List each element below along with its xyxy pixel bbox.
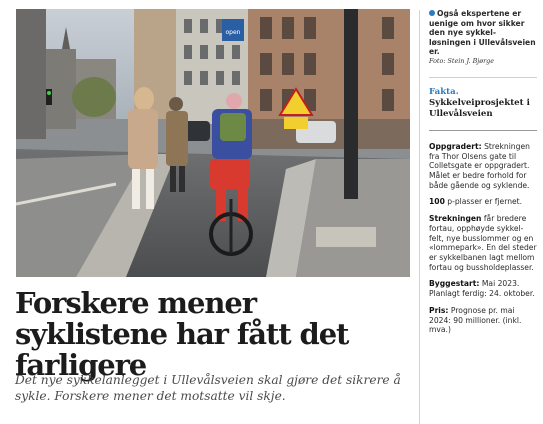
fact-item [429, 279, 537, 298]
fact-text: Strekningen fra Thor Olsens gate til Colletsgate er oppgradert. Målet er bedre forhold for både gående og syklende. [429, 141, 530, 190]
fact-text: p-plasser er fjernet. [447, 197, 523, 207]
fact-label: 100 [429, 197, 445, 207]
sign-plate [284, 117, 308, 129]
fact-item [429, 197, 537, 207]
column-divider [419, 10, 420, 424]
caption-dot-icon [429, 10, 435, 16]
fact-item [429, 142, 537, 191]
fact-item [429, 214, 537, 272]
fact-text: Mai 2023. Planlagt ferdig: 24. oktober. [429, 279, 535, 299]
fact-text: får bredere fortau, opphøyde sykkel-felt, nye busslommer og en «lommepark». En del steder er sykkelbanen lagt mellom fortau og bussholdeplasser. [429, 214, 537, 272]
bus-stop-sign-text: open [225, 29, 241, 36]
fact-item [429, 306, 537, 335]
photo-caption-text: Også ekspertene er uenige om hvor sikker den nye sykkel-løsningen i Ullevålsveien er. [429, 9, 536, 57]
fact-text: Prognose pr. mai 2024: 90 millioner. (inkl. mva.) [429, 305, 522, 335]
fact-heading: Sykkelveiprosjektet i Ullevålsveien [429, 97, 530, 119]
sidebar-rule [429, 77, 537, 78]
fact-label: Strekningen [429, 214, 482, 224]
fact-kicker: Fakta. [429, 86, 459, 97]
photo-caption [429, 9, 537, 57]
traffic-light-green [47, 91, 51, 95]
street-scene-illustration [16, 9, 410, 277]
street-pole [344, 9, 358, 199]
fact-label: Byggestart: [429, 279, 480, 289]
sidebar [429, 9, 537, 342]
article-photo [16, 9, 410, 277]
fact-box-rule [429, 130, 537, 131]
fact-label: Pris: [429, 305, 449, 315]
fact-box-title [429, 87, 537, 120]
tactile-paving [316, 227, 376, 247]
photo-credit: Foto: Stein J. Bjørge [429, 56, 495, 65]
fact-label: Oppgradert: [429, 141, 482, 151]
left-building [16, 9, 46, 139]
article-headline: Forskere mener syklistene har fått det farligere [15, 286, 349, 382]
tree [72, 77, 116, 117]
article-deck: Det nye sykkelanlegget i Ullevålsveien skal gjøre det sikrere å sykle. Forskere mener det motsatte vil skje. [15, 373, 401, 403]
